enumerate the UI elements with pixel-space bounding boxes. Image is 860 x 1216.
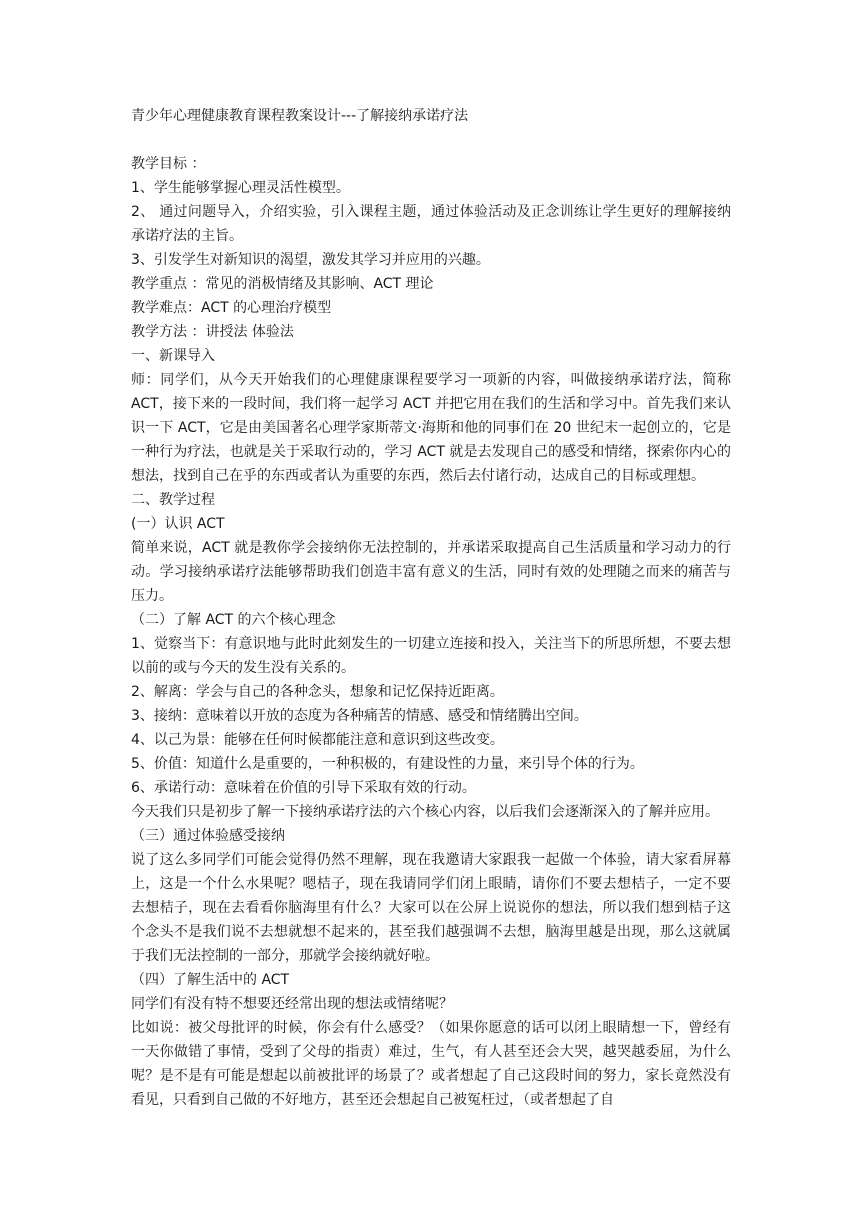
objectives-heading: 教学目标 ：: [131, 156, 206, 172]
section-heading: 二、教学过程: [131, 492, 215, 508]
document-page: [131, 104, 731, 1112]
subsection-heading: （二）了解 ACT 的六个核心理念: [131, 612, 336, 628]
paragraph: 说了这么多同学们可能会觉得仍然不理解，现在我邀请大家跟我一起做一个体验，请大家看屏幕上，这是一个什么水果呢？嗯桔子，现在我请同学们闭上眼睛，请你们不要去想桔子，一定不要去想桔子，现在去看看你脑海里有什么？大家可以在公屏上说说你的想法，所以我们想到桔子这个念头不是我们说不去想就想不起来的，甚至我们越强调不去想，脑海里越是出现，那么这就属于我们无法控制的一部分，那就学会接纳就好啦。: [131, 852, 731, 964]
paragraph: 同学们有没有特不想要还经常出现的想法或情绪呢？: [131, 996, 453, 1012]
objective-item: 1、学生能够掌握心理灵活性模型。: [131, 180, 350, 196]
blank-line: [131, 128, 731, 152]
subsection-heading: (一）认识 ACT: [131, 516, 225, 532]
core-concept-item: 3、接纳：意味着以开放的态度为各种痛苦的情感、感受和情绪腾出空间。: [131, 708, 588, 724]
section-heading: 一、新课导入: [131, 348, 215, 364]
core-concept-item: 6、承诺行动：意味着在价值的引导下采取有效的行动。: [131, 780, 476, 796]
paragraph: 简单来说，ACT 就是教你学会接纳你无法控制的，并承诺采取提高自己生活质量和学习动力的行动。学习接纳承诺疗法能够帮助我们创造丰富有意义的生活，同时有效的处理随之而来的痛苦与压力。: [131, 540, 731, 604]
core-concept-item: 4、以己为景：能够在任何时候都能注意和意识到这些改变。: [131, 732, 504, 748]
core-concept-item: 5、价值：知道什么是重要的，一种积极的，有建设性的力量，来引导个体的行为。: [131, 756, 644, 772]
objective-item: 3、引发学生对新知识的渴望，激发其学习并应用的兴趣。: [131, 252, 490, 268]
objective-item: 2、 通过问题导入，介绍实验，引入课程主题，通过体验活动及正念训练让学生更好的理解接纳承诺疗法的主旨。: [131, 204, 731, 244]
core-concept-item: 2、解离：学会与自己的各种念头，想象和记忆保持近距离。: [131, 684, 504, 700]
core-concept-item: 1、觉察当下：有意识地与此时此刻发生的一切建立连接和投入，关注当下的所思所想，不要去想以前的或与今天的发生没有关系的。: [131, 636, 731, 676]
document-title: 青少年心理健康教育课程教案设计---了解接纳承诺疗法: [131, 108, 469, 124]
paragraph: 今天我们只是初步了解一下接纳承诺疗法的六个核心内容，以后我们会逐渐深入的了解并应用。: [131, 804, 719, 820]
paragraph: 师：同学们，从今天开始我们的心理健康课程要学习一项新的内容，叫做接纳承诺疗法，简称 ACT，接下来的一段时间，我们将一起学习 ACT 并把它用在我们的生活和学习中。首先我们来认识一下 ACT，它是由美国著名心理学家斯蒂文·海斯和他的同事们在 20 世纪末一起创立的，它是一种行为疗法，也就是关于采取行动的，学习 ACT 就是去发现自己的感受和情绪，探索你内心的想法，找到自己在乎的东西或者认为重要的东西，然后去付诸行动，达成自己的目标或理想。: [131, 372, 731, 484]
paragraph: 比如说：被父母批评的时候，你会有什么感受？（如果你愿意的话可以闭上眼睛想一下，曾经有一天你做错了事情，受到了父母的指责）难过，生气，有人甚至还会大哭，越哭越委屈，为什么呢？是不是有可能是想起以前被批评的场景了？或者想起了自己这段时间的努力，家长竟然没有看见，只看到自己做的不好地方，甚至还会想起自己被冤枉过，（或者想起了自: [131, 1020, 731, 1108]
subsection-heading: （三）通过体验感受接纳: [131, 828, 285, 844]
subsection-heading: （四）了解生活中的 ACT: [131, 972, 290, 988]
difficult-points: 教学难点：ACT 的心理治疗模型: [131, 300, 332, 316]
key-points: 教学重点 ：常见的消极情绪及其影响、ACT 理论: [131, 276, 434, 292]
teaching-methods: 教学方法 ：讲授法 体验法: [131, 324, 294, 340]
